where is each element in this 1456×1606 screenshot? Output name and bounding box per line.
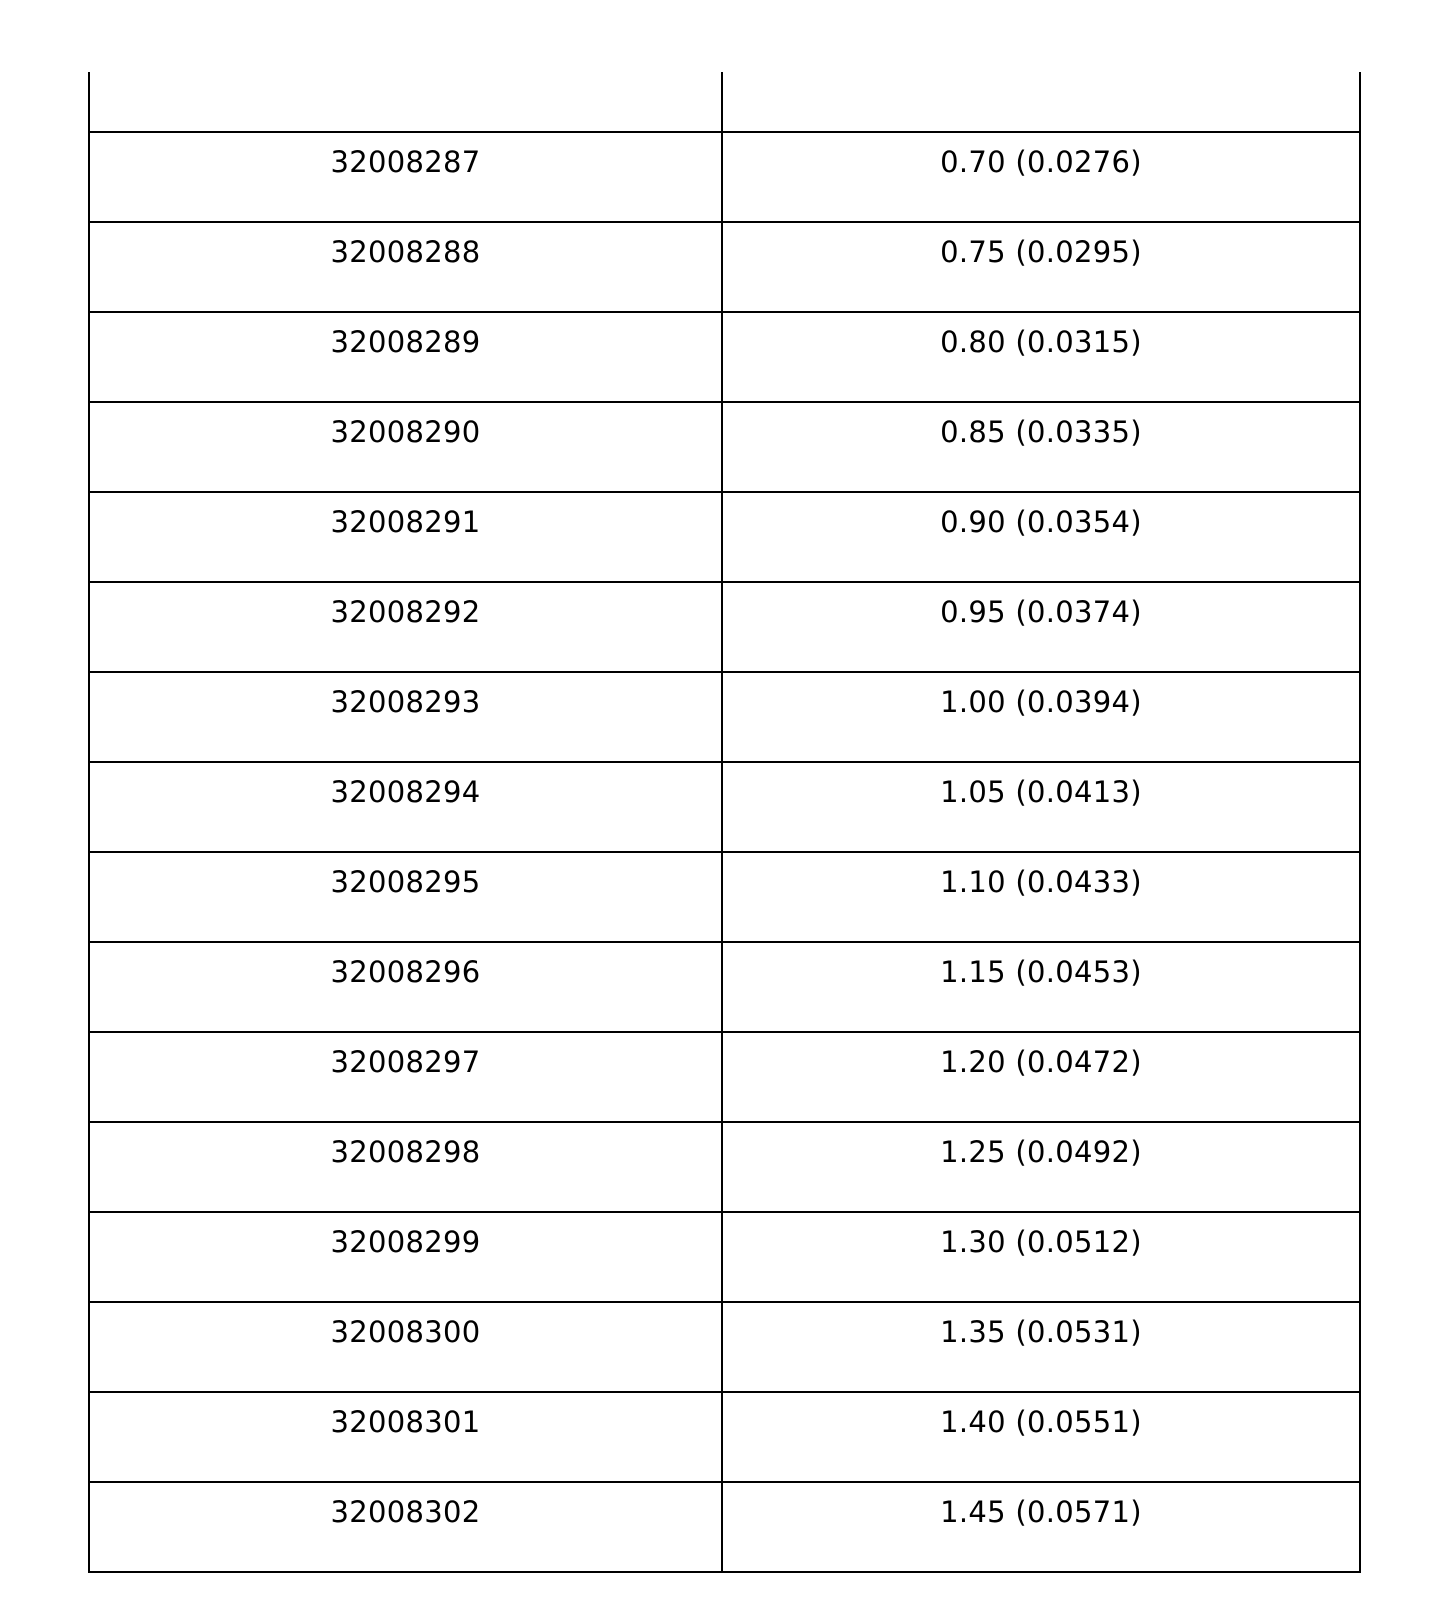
part-number-cell: 32008289 bbox=[89, 312, 722, 402]
size-cell: 1.30 (0.0512) bbox=[722, 1212, 1360, 1302]
table-row bbox=[89, 672, 1360, 762]
part-number-cell: 32008300 bbox=[89, 1302, 722, 1392]
size-cell: 1.40 (0.0551) bbox=[722, 1392, 1360, 1482]
table-row bbox=[89, 1392, 1360, 1482]
table-row bbox=[89, 942, 1360, 1032]
part-number-cell: 32008294 bbox=[89, 762, 722, 852]
size-cell: 1.00 (0.0394) bbox=[722, 672, 1360, 762]
table-row bbox=[89, 402, 1360, 492]
table-row bbox=[89, 1482, 1360, 1572]
size-cell: 0.80 (0.0315) bbox=[722, 312, 1360, 402]
size-cell: 0.85 (0.0335) bbox=[722, 402, 1360, 492]
table-row bbox=[89, 852, 1360, 942]
part-number-cell: 32008290 bbox=[89, 402, 722, 492]
part-number-cell: 32008288 bbox=[89, 222, 722, 312]
table-row bbox=[89, 312, 1360, 402]
part-number-cell: 32008295 bbox=[89, 852, 722, 942]
size-cell: 0.70 (0.0276) bbox=[722, 132, 1360, 222]
size-cell: 1.10 (0.0433) bbox=[722, 852, 1360, 942]
part-number-cell: 32008299 bbox=[89, 1212, 722, 1302]
size-cell: 1.20 (0.0472) bbox=[722, 1032, 1360, 1122]
table-row bbox=[89, 222, 1360, 312]
table-row bbox=[89, 1302, 1360, 1392]
table-row bbox=[89, 1212, 1360, 1302]
part-number-cell: 32008296 bbox=[89, 942, 722, 1032]
table-row bbox=[89, 1122, 1360, 1212]
part-number-cell: 32008287 bbox=[89, 132, 722, 222]
part-number-cell: 32008291 bbox=[89, 492, 722, 582]
size-cell: 1.25 (0.0492) bbox=[722, 1122, 1360, 1212]
table-row bbox=[89, 582, 1360, 672]
size-cell: 1.15 (0.0453) bbox=[722, 942, 1360, 1032]
size-cell: 1.35 (0.0531) bbox=[722, 1302, 1360, 1392]
size-cell: 0.90 (0.0354) bbox=[722, 492, 1360, 582]
part-number-cell: 32008298 bbox=[89, 1122, 722, 1212]
size-cell: 0.95 (0.0374) bbox=[722, 582, 1360, 672]
table-row bbox=[89, 492, 1360, 582]
part-number-cell: 32008292 bbox=[89, 582, 722, 672]
table-row bbox=[89, 762, 1360, 852]
table-cell-empty bbox=[722, 72, 1360, 132]
table-row bbox=[89, 1032, 1360, 1122]
size-cell: 1.05 (0.0413) bbox=[722, 762, 1360, 852]
size-cell: 0.75 (0.0295) bbox=[722, 222, 1360, 312]
part-number-cell: 32008302 bbox=[89, 1482, 722, 1572]
part-number-cell: 32008301 bbox=[89, 1392, 722, 1482]
table-cell-empty bbox=[89, 72, 722, 132]
table-row bbox=[89, 132, 1360, 222]
data-table-container bbox=[88, 72, 1359, 1573]
table-row-continued bbox=[89, 72, 1360, 132]
part-number-cell: 32008293 bbox=[89, 672, 722, 762]
part-number-cell: 32008297 bbox=[89, 1032, 722, 1122]
data-table bbox=[88, 72, 1361, 1573]
size-cell: 1.45 (0.0571) bbox=[722, 1482, 1360, 1572]
